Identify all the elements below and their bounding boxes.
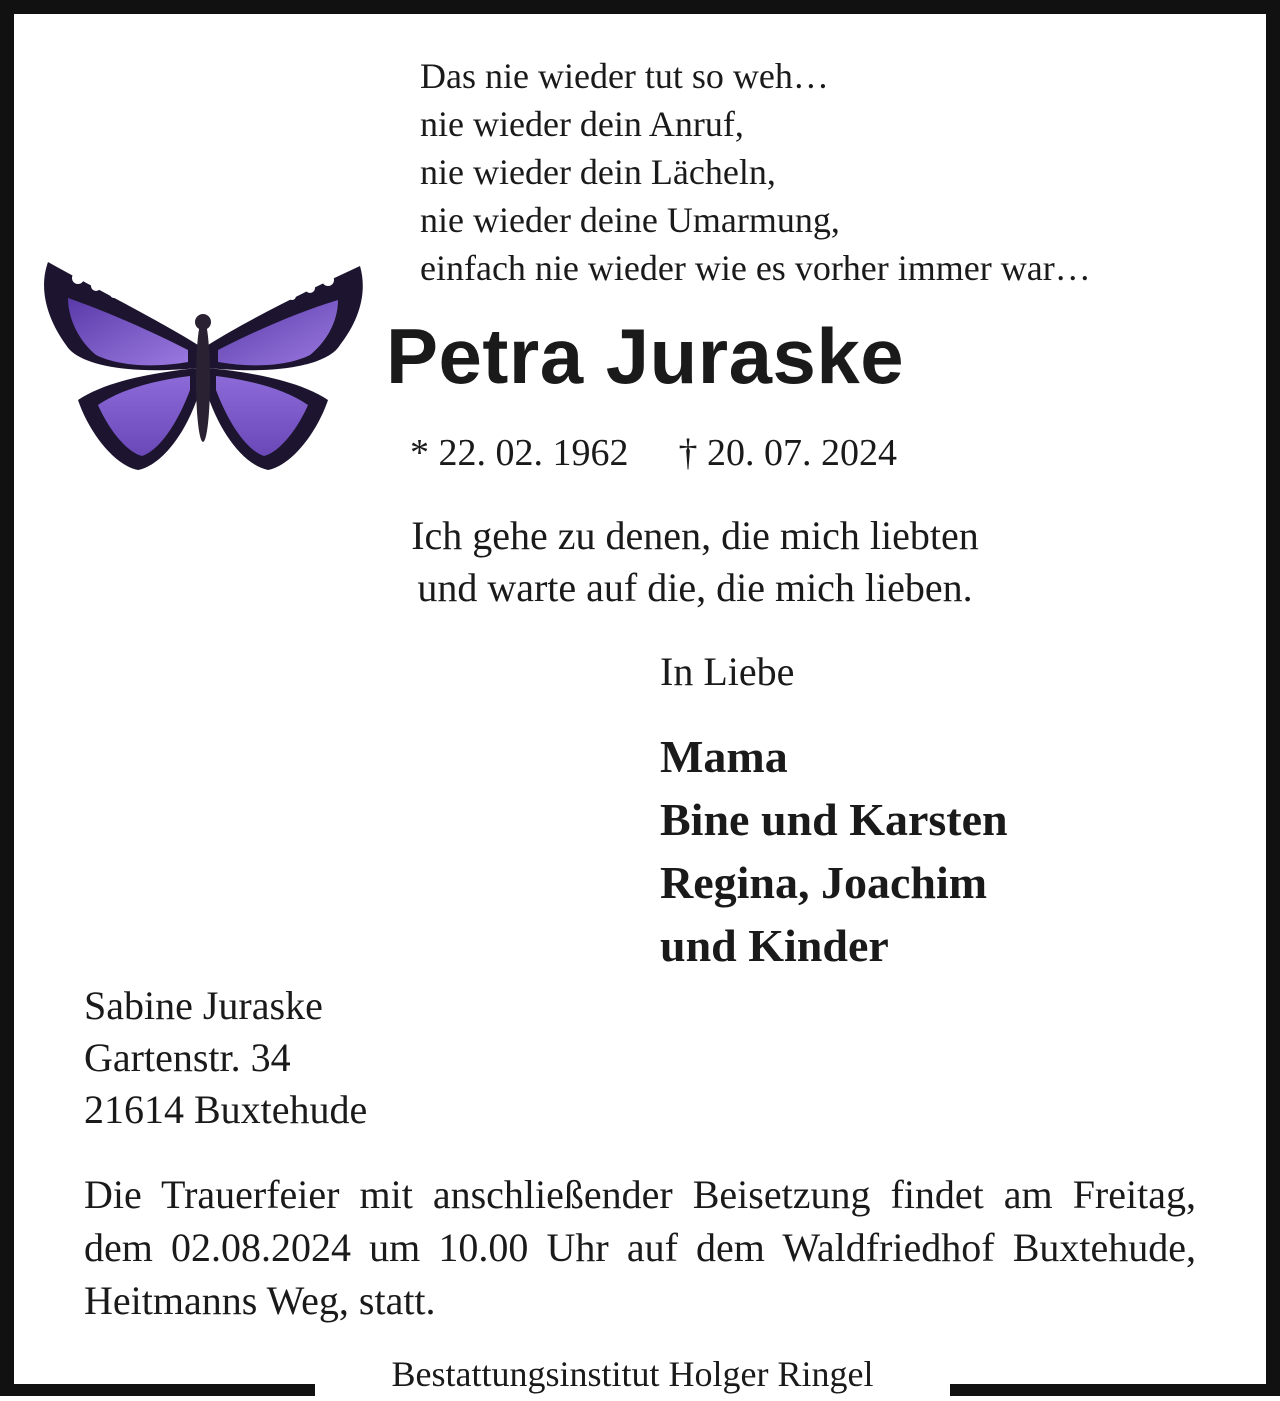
frame-left-border (0, 0, 14, 1392)
frame-bottom-left-border (0, 1384, 315, 1396)
poem-line: einfach nie wieder wie es vorher immer war… (420, 248, 1091, 288)
frame-top-border (0, 0, 1280, 14)
family-line: und Kinder (660, 920, 889, 971)
deceased-name: Petra Juraske (386, 312, 905, 400)
poem (420, 52, 1091, 292)
address-line: 21614 Buxtehude (84, 1087, 368, 1132)
contact-address (84, 980, 367, 1136)
address-line: Sabine Juraske (84, 983, 323, 1028)
family-line: Regina, Joachim (660, 857, 988, 908)
poem-line: nie wieder deine Umarmung, (420, 200, 840, 240)
memorial-quote (300, 510, 1090, 614)
birth-date: * 22. 02. 1962 (410, 432, 629, 474)
family-signatures (660, 725, 1008, 977)
frame-bottom-right-border (950, 1384, 1280, 1396)
poem-line: Das nie wieder tut so weh… (420, 56, 829, 96)
family-line: Bine und Karsten (660, 794, 1008, 845)
ceremony-notice: Die Trauerfeier mit anschließender Beisetzung findet am Freitag, dem 02.08.2024 um 10.00 Uhr auf dem Waldfriedhof Buxtehude, Heitmanns Weg, statt. (84, 1172, 1196, 1323)
poem-line: nie wieder dein Lächeln, (420, 152, 776, 192)
poem-line: nie wieder dein Anruf, (420, 104, 744, 144)
butterfly-icon (38, 250, 368, 480)
death-date: † 20. 07. 2024 (678, 432, 897, 474)
address-line: Gartenstr. 34 (84, 1035, 291, 1080)
life-dates (410, 430, 897, 476)
frame-right-border (1266, 0, 1280, 1392)
quote-line: und warte auf die, die mich lieben. (417, 565, 973, 610)
in-liebe-label: In Liebe (660, 649, 795, 694)
quote-line: Ich gehe zu denen, die mich liebten (411, 513, 979, 558)
funeral-home-name: Bestattungsinstitut Holger Ringel (391, 1354, 874, 1394)
family-line: Mama (660, 731, 788, 782)
